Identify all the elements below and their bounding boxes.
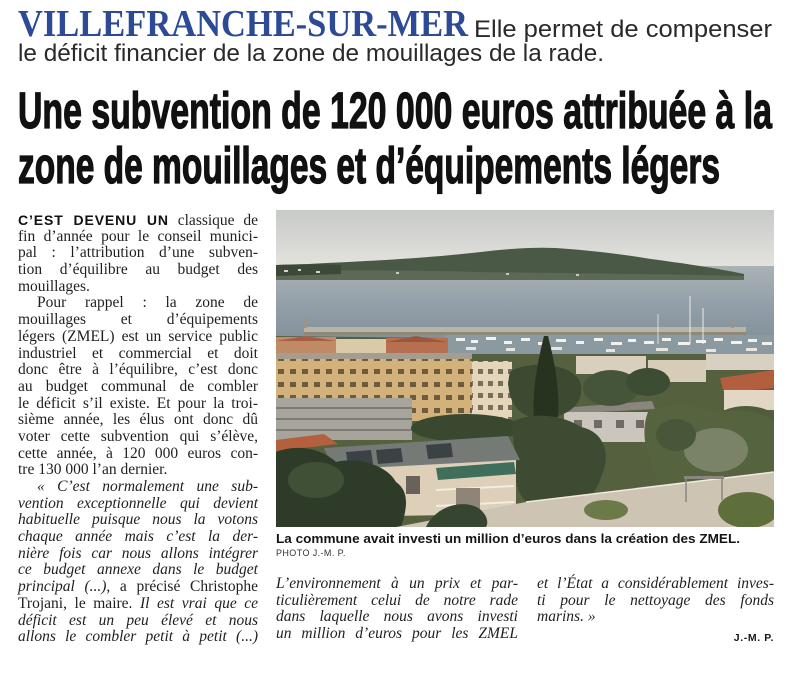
body-line: donc être à l’équilibre, c’est donc [18, 361, 258, 379]
body-line: tion d’équilibre au budget des [18, 261, 258, 279]
headline-line-2: zone de mouillages et d’équipements légers [18, 137, 720, 194]
quote-line: vention exceptionnelle qui devient [18, 494, 258, 512]
article-column-3 [537, 576, 774, 626]
quote-line: marins. » [537, 608, 596, 626]
body-line: pal : l’attribution d’une subven- [18, 244, 258, 262]
harbor-photo [276, 210, 774, 527]
quote-line: et l’État a considérablement inves- [537, 575, 774, 592]
article-column-2 [276, 576, 518, 643]
body-line: industriel et commercial et doit [18, 344, 258, 362]
quote-line: nière fois car nous allons intégrer [18, 544, 258, 562]
body-line [18, 212, 258, 229]
body-line: légers (ZMEL) est un service public [18, 327, 258, 345]
body-line: mouillages et d’équipements [18, 311, 258, 329]
body-line: tre 130 000 l’an dernier. [18, 461, 168, 479]
quote-text: principal (...) [18, 578, 107, 596]
quote-line: déficit est un peu élevé et nous [18, 611, 258, 629]
body-line [18, 579, 258, 596]
body-line: fin d’année pour le conseil munici- [18, 227, 258, 245]
body-text: Trojani, le maire. [18, 594, 133, 612]
quote-line: ticulièrement celui de notre rade [276, 591, 518, 609]
photo-credit: PHOTO J.-M. P. [276, 548, 346, 558]
quote-line: un million d’euros pour les ZMEL [276, 625, 518, 643]
body-line: le déficit s’il existe. Et pour la troi- [18, 394, 258, 412]
article-column-1 [18, 212, 258, 646]
quote-line: chaque année mais c’est la der- [18, 528, 258, 546]
headline-line-1: Une subvention de 120 000 euros attribuée à la [18, 82, 772, 139]
quote-line: ce budget annexe dans le budget [18, 561, 258, 579]
author-byline: J.-M. P. [733, 632, 774, 644]
quote-line: L’environnement à un prix et par- [276, 575, 518, 592]
quote-text: Il est vrai que ce [139, 594, 259, 612]
body-line: mouillages. [18, 277, 90, 295]
quote-line: habituelle puisque nous la votons [18, 511, 258, 529]
body-line [18, 596, 258, 613]
body-text: , a précisé Christophe [106, 578, 258, 596]
body-text: classique de [177, 212, 258, 229]
kicker-deck-line-2: le déficit financier de la zone de mouillages de la rade. [18, 40, 604, 67]
lead-in: C’EST DEVENU UN [18, 212, 169, 228]
body-line: sième année, les élus ont donc dû [18, 411, 258, 429]
body-line: cette année, à 120 000 euros con- [18, 444, 258, 462]
kicker-deck-line-1: Elle permet de compenser [474, 16, 772, 43]
body-line: Pour rappel : la zone de [37, 294, 258, 312]
quote-line: allons le combler petit à petit (...) [18, 628, 258, 646]
quote-line: dans laquelle nous avons investi [276, 608, 518, 626]
kicker-location: VILLEFRANCHE-SUR-MER [18, 3, 468, 45]
body-line: au budget communal de combler [18, 377, 258, 395]
quote-line: « C’est normalement une sub- [37, 478, 258, 495]
body-line: voter cette subvention qui s’élève, [18, 427, 258, 445]
photo-caption: La commune avait investi un million d’euros dans la création des ZMEL. [276, 531, 740, 546]
quote-line: ti pour le nettoyage des fonds [537, 591, 774, 609]
